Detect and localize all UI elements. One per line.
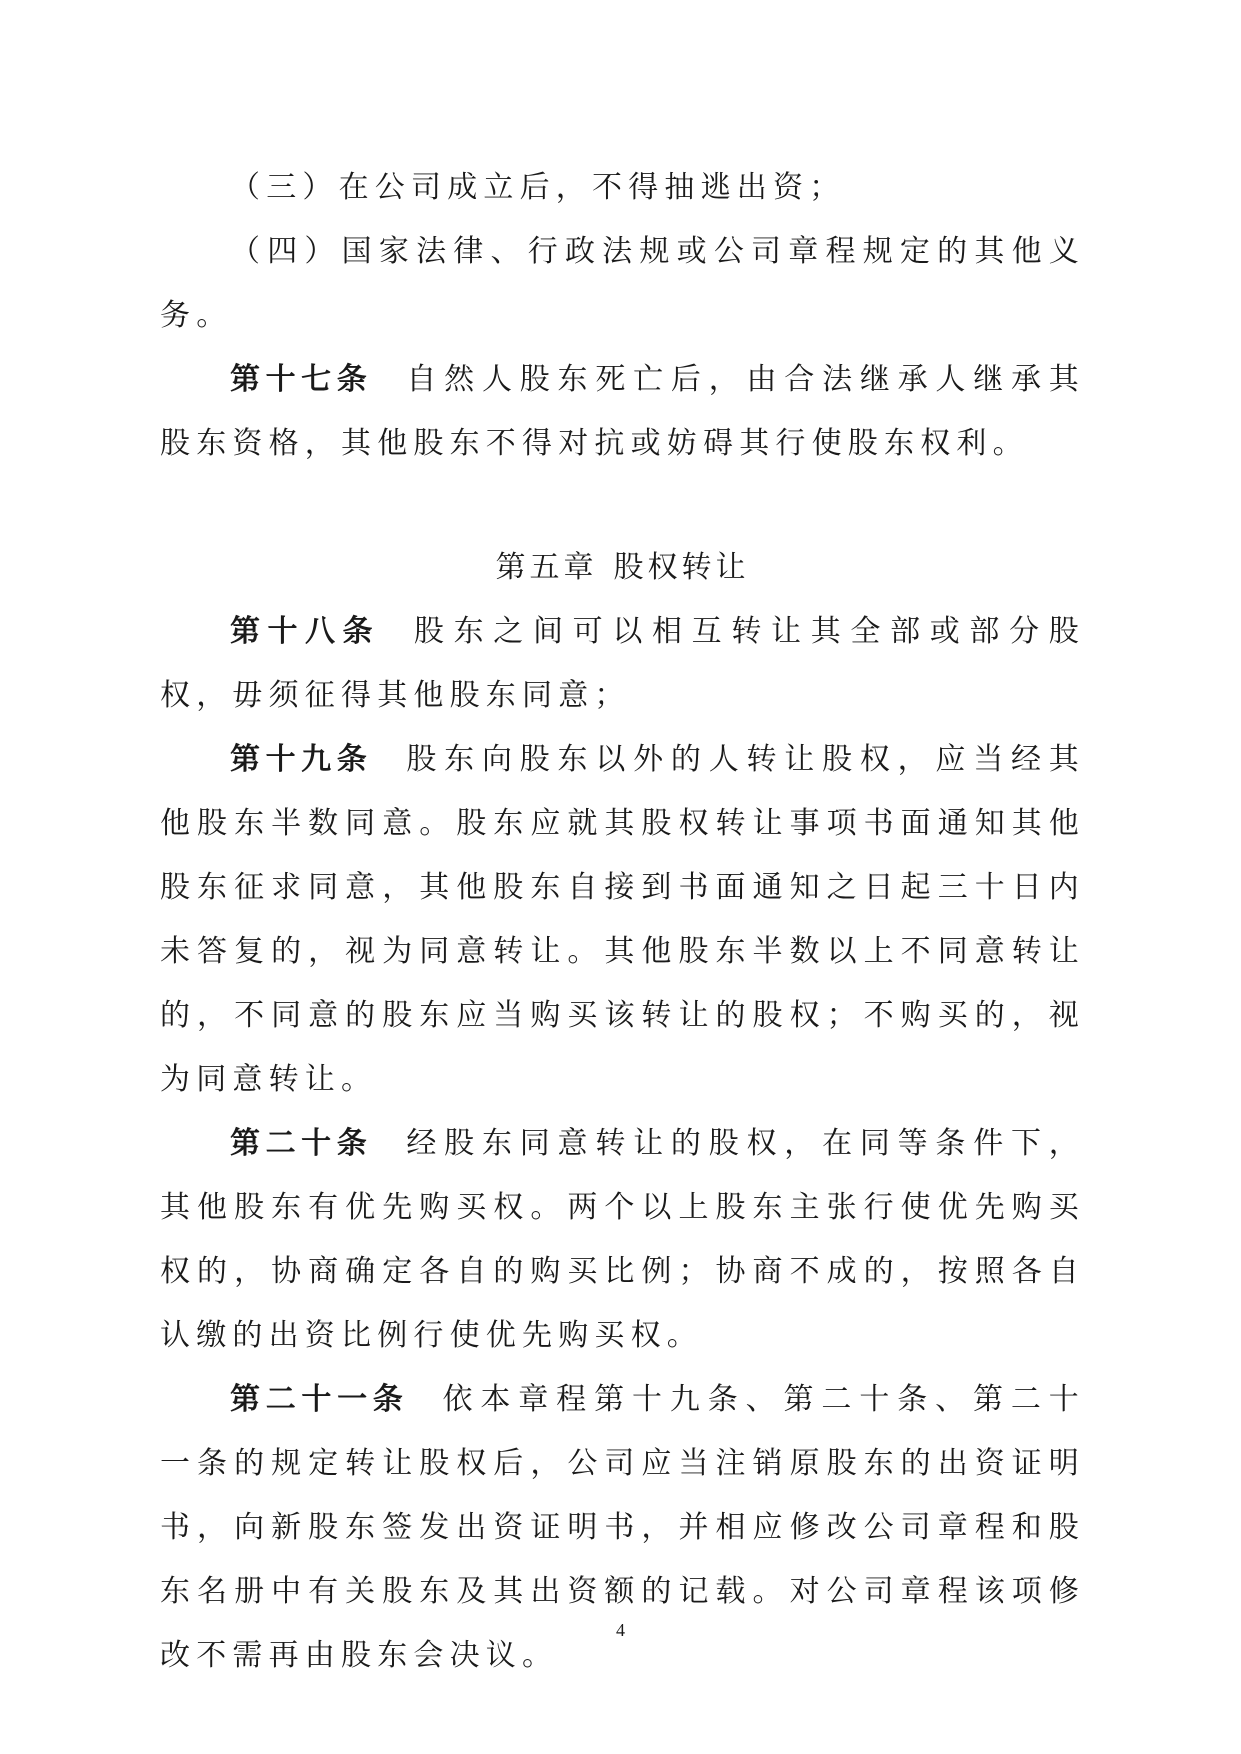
article-text: 股东之间可以相互转让其全部或部分股权，毋须征得其他股东同意； (160, 614, 1085, 713)
paragraph-text: （三）在公司成立后，不得抽逃出资； (230, 170, 846, 205)
article-text: 股东向股东以外的人转让股权，应当经其他股东半数同意。股东应就其股权转让事项书面通知其他股东征求同意，其他股东自接到书面通知之日起三十日内未答复的，视为同意转让。其他股东半数以上不同意转让的，不同意的股东应当购买该转让的股权；不购买的，视为同意转让。 (160, 742, 1086, 1097)
article-20 (160, 1112, 1085, 1368)
document-body (160, 156, 1085, 1688)
article-18 (160, 600, 1085, 728)
article-text: 经股东同意转让的股权，在同等条件下，其他股东有优先购买权。两个以上股东主张行使优先购买权的，协商确定各自的购买比例；协商不成的，按照各自认缴的出资比例行使优先购买权。 (160, 1126, 1086, 1353)
article-17 (160, 348, 1085, 476)
chapter-title: 股权转让 (613, 550, 750, 585)
page-number: 4 (616, 1620, 625, 1640)
article-number: 第十八条 (230, 614, 380, 649)
obligation-item-3 (160, 156, 1085, 220)
article-text: 自然人股东死亡后，由合法继承人继承其股东资格，其他股东不得对抗或妨碍其行使股东权利。 (160, 362, 1086, 461)
chapter-heading (160, 536, 1085, 600)
chapter-spacer (160, 476, 1085, 536)
article-number: 第二十条 (230, 1126, 373, 1161)
article-number: 第二十一条 (230, 1382, 409, 1417)
article-19 (160, 728, 1085, 1112)
obligation-item-4 (160, 220, 1085, 348)
paragraph-text: （四）国家法律、行政法规或公司章程规定的其他义务。 (160, 234, 1085, 333)
chapter-number: 第五章 (495, 550, 598, 585)
article-number: 第十七条 (230, 362, 373, 397)
article-number: 第十九条 (230, 742, 373, 777)
article-text: 依本章程第十九条、第二十条、第二十一条的规定转让股权后，公司应当注销原股东的出资证明书，向新股东签发出资证明书，并相应修改公司章程和股东名册中有关股东及其出资额的记载。对公司章程该项修改不需再由股东会决议。 (160, 1382, 1086, 1673)
